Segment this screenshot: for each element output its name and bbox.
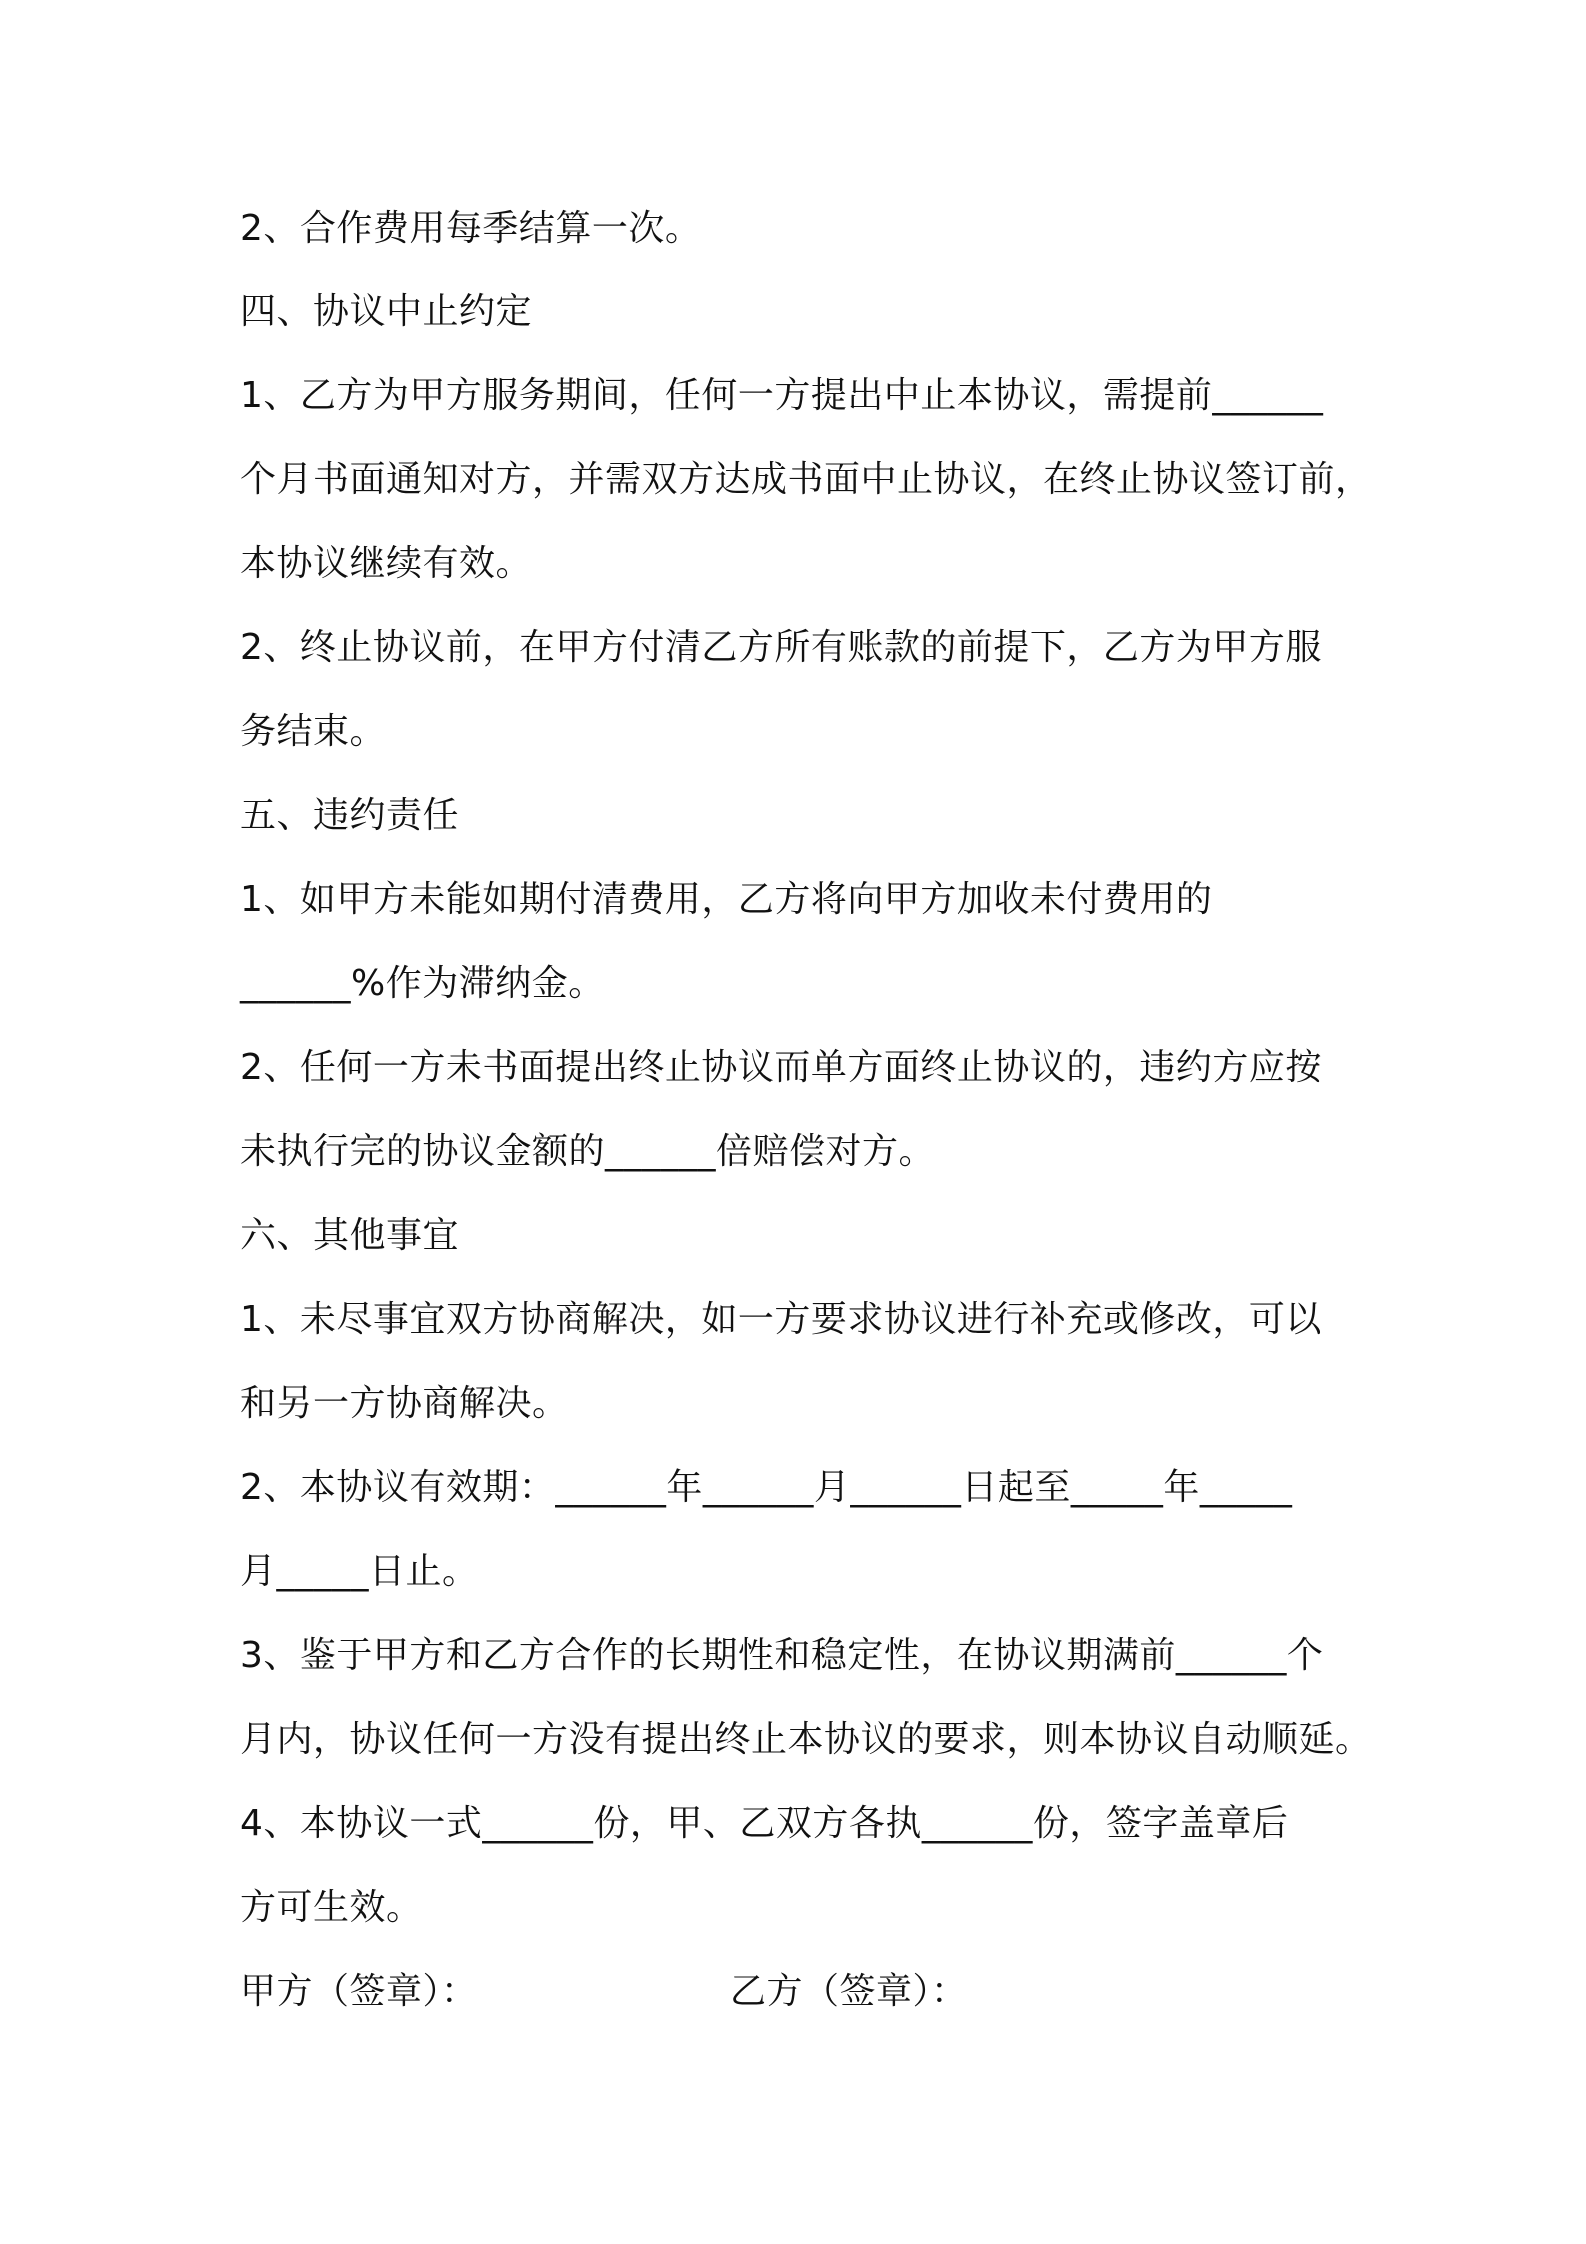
clause-other-1-line-1: 1、未尽事宜双方协商解决，如一方要求协议进行补充或修改，可以 bbox=[240, 1299, 1322, 1340]
clause-liability-2-line-1: 2、任何一方未书面提出终止协议而单方面终止协议的，违约方应按 bbox=[240, 1047, 1322, 1088]
clause-suspension-1-line-3: 本协议继续有效。 bbox=[240, 543, 533, 584]
party-a-signature-label: 甲方（签章）： bbox=[240, 1971, 478, 2012]
party-b-signature-label: 乙方（签章）： bbox=[730, 1971, 968, 2012]
clause-other-3-line-1: 3、鉴于甲方和乙方合作的长期性和稳定性，在协议期满前______个 bbox=[240, 1635, 1324, 1676]
clause-liability-2-line-2: 未执行完的协议金额的______倍赔偿对方。 bbox=[240, 1131, 936, 1172]
clause-liability-1-line-2: ______%作为滞纳金。 bbox=[240, 963, 605, 1004]
clause-other-4-line-2: 方可生效。 bbox=[240, 1887, 423, 1928]
section-heading-liability: 五、违约责任 bbox=[240, 795, 460, 836]
clause-other-2-line-1: 2、本协议有效期：______年______月______日起至_____年_____ bbox=[240, 1467, 1293, 1508]
section-heading-other: 六、其他事宜 bbox=[240, 1215, 460, 1256]
clause-suspension-2-line-2: 务结束。 bbox=[240, 711, 387, 752]
clause-other-1-line-2: 和另一方协商解决。 bbox=[240, 1383, 569, 1424]
clause-suspension-1-line-1: 1、乙方为甲方服务期间，任何一方提出中止本协议，需提前______ bbox=[240, 375, 1324, 416]
clause-other-2-line-2: 月_____日止。 bbox=[240, 1551, 479, 1592]
clause-other-3-line-2: 月内，协议任何一方没有提出终止本协议的要求，则本协议自动顺延。 bbox=[240, 1719, 1372, 1760]
section-heading-suspension: 四、协议中止约定 bbox=[240, 291, 533, 332]
clause-liability-1-line-1: 1、如甲方未能如期付清费用，乙方将向甲方加收未付费用的 bbox=[240, 879, 1213, 920]
clause-fee-settlement: 2、合作费用每季结算一次。 bbox=[240, 208, 702, 249]
clause-suspension-2-line-1: 2、终止协议前，在甲方付清乙方所有账款的前提下，乙方为甲方服 bbox=[240, 627, 1322, 668]
clause-other-4-line-1: 4、本协议一式______份，甲、乙双方各执______份，签字盖章后 bbox=[240, 1803, 1289, 1844]
clause-suspension-1-line-2: 个月书面通知对方，并需双方达成书面中止协议，在终止协议签订前， bbox=[240, 459, 1372, 500]
